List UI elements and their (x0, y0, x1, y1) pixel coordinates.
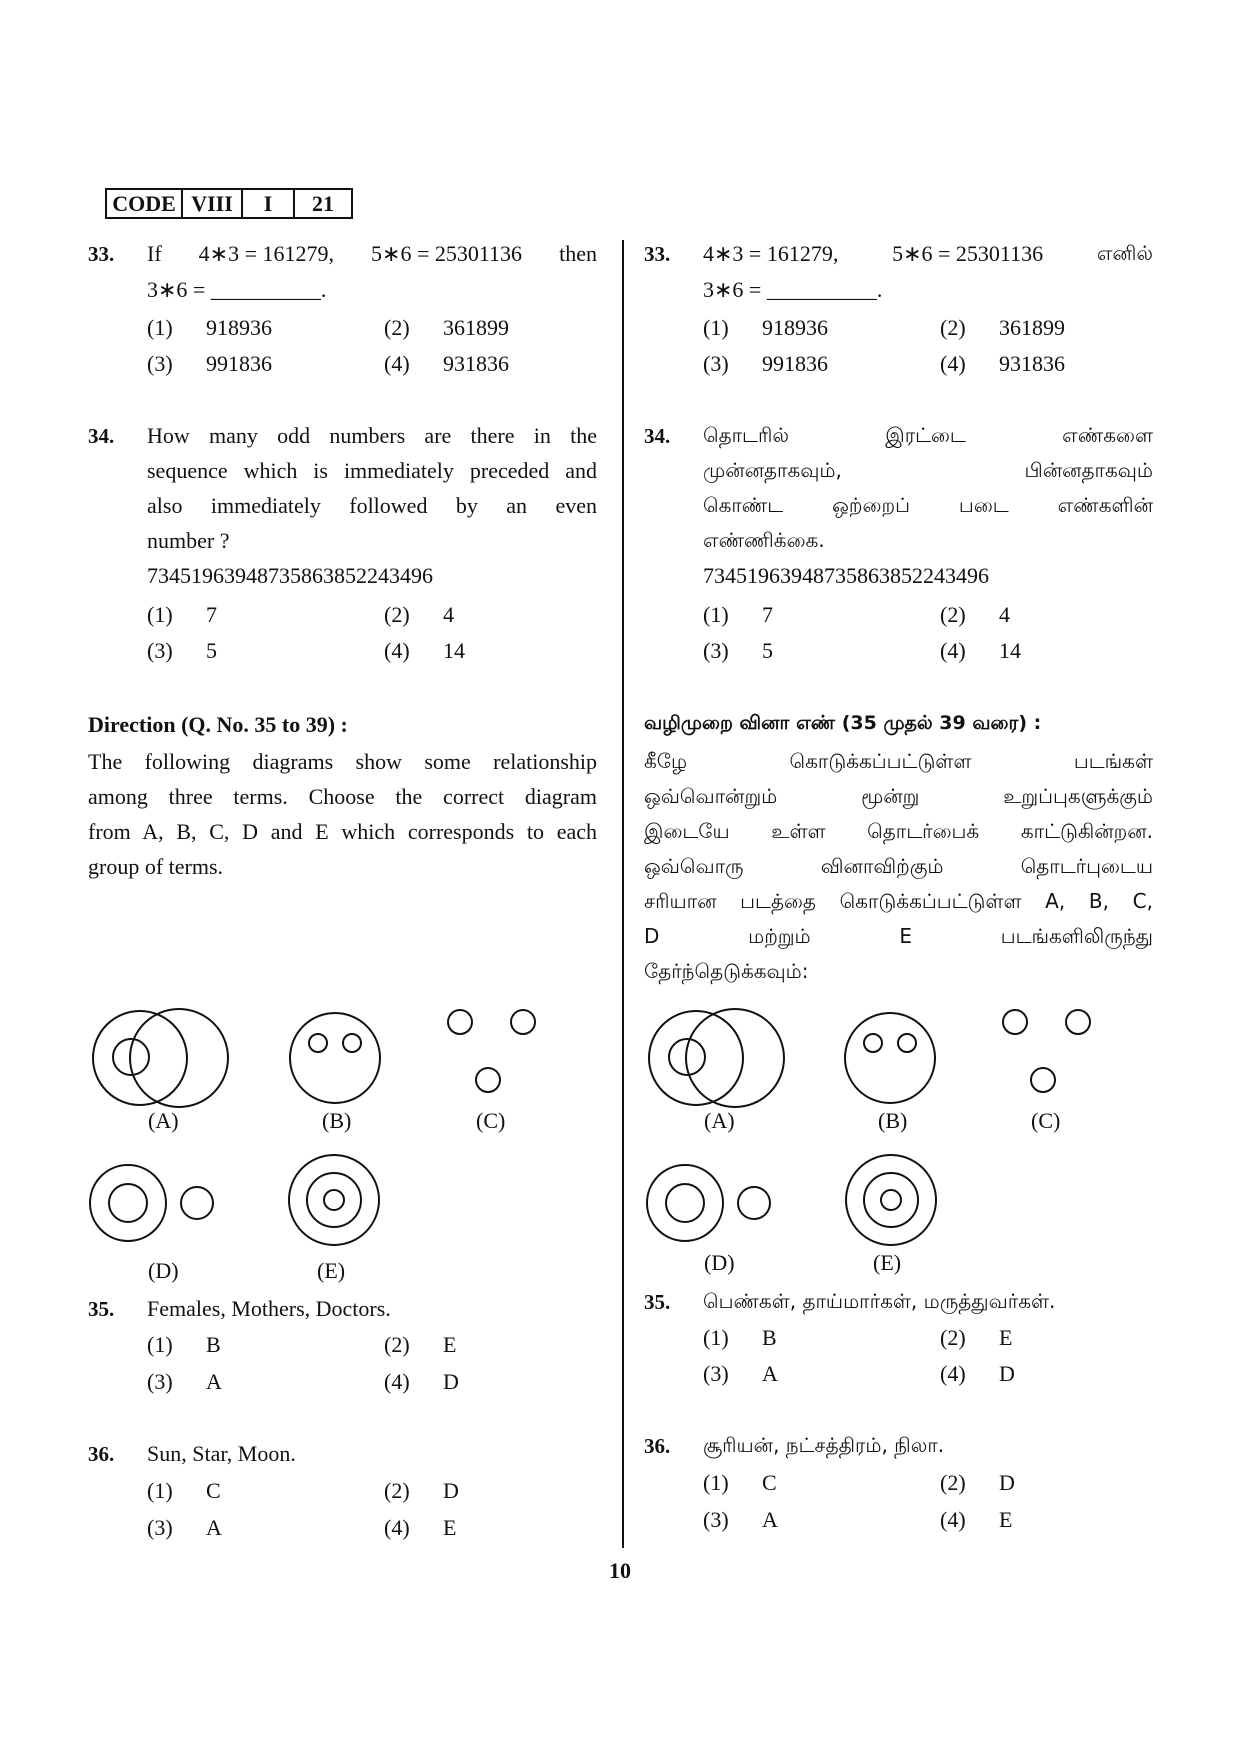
diagram-label-d: (D) (704, 1250, 735, 1275)
diagram-label-c: (C) (1031, 1108, 1061, 1133)
direction-text-line: from A, B, C, D and E which corresponds to each (88, 819, 597, 844)
direction-text-line: இடையே உள்ள தொடர்பைக் காட்டுகின்றன. (644, 819, 1153, 843)
option-label: (4) (940, 1507, 966, 1532)
question-text-line: number ? (147, 528, 230, 553)
option-label: (3) (703, 1507, 729, 1532)
question-number: 34. (644, 424, 671, 448)
option-label: (4) (384, 1515, 410, 1540)
option-value: E (443, 1332, 457, 1357)
option-label: (4) (940, 351, 966, 376)
option-value: A (206, 1515, 222, 1540)
diagram-e (846, 1155, 936, 1245)
option-value: 361899 (443, 315, 509, 340)
option-label: (1) (703, 602, 729, 627)
question-text: சூரியன், நட்சத்திரம், நிலா. (703, 1433, 945, 1457)
option-value: 5 (206, 638, 217, 663)
option-label: (2) (940, 1470, 966, 1495)
option-value: C (206, 1478, 221, 1503)
option-label: (3) (147, 638, 173, 663)
option-value: D (443, 1478, 459, 1503)
option-value: D (443, 1369, 459, 1394)
option-label: (4) (940, 638, 966, 663)
option-label: (3) (703, 1361, 729, 1386)
option-value: 931836 (999, 351, 1065, 376)
option-label: (1) (703, 315, 729, 340)
diagram-d (90, 1165, 213, 1241)
direction-heading: Direction (Q. No. 35 to 39) : (88, 712, 348, 737)
option-label: (2) (940, 1325, 966, 1350)
direction-text-line: ஒவ்வொன்றும் மூன்று உறுப்புகளுக்கும் (644, 784, 1153, 808)
code-number: 21 (312, 191, 334, 216)
option-label: (2) (384, 1332, 410, 1357)
diagram-c (1003, 1010, 1090, 1092)
number-sequence: 73451963948735863852243496 (147, 563, 433, 588)
question-text-line: 3∗6 = __________. (147, 277, 327, 302)
option-label: (2) (384, 315, 410, 340)
option-value: B (206, 1332, 221, 1357)
option-value: 991836 (762, 351, 828, 376)
diagram-c (448, 1010, 535, 1092)
code-paper: I (243, 190, 295, 217)
option-label: (1) (147, 1332, 173, 1357)
diagram-b (845, 1013, 935, 1103)
option-label: (3) (147, 1515, 173, 1540)
option-value: A (206, 1369, 222, 1394)
venn-diagrams-en (0, 0, 620, 1300)
option-value: E (443, 1515, 457, 1540)
option-value: 4 (443, 602, 454, 627)
option-value: E (999, 1325, 1013, 1350)
question-text-line: தொடரில் இரட்டை எண்களை (703, 423, 1153, 447)
direction-text-line: கீழே கொடுக்கப்பட்டுள்ள படங்கள் (644, 749, 1153, 773)
option-value: 4 (999, 602, 1010, 627)
option-value: 991836 (206, 351, 272, 376)
option-label: (2) (384, 1478, 410, 1503)
direction-text-line: சரியான படத்தை கொடுக்கப்பட்டுள்ள A, B, C, (644, 889, 1153, 913)
text-fragment: If (147, 241, 162, 266)
option-label: (4) (384, 638, 410, 663)
option-label: (3) (703, 351, 729, 376)
option-value: 361899 (999, 315, 1065, 340)
option-label: (4) (940, 1361, 966, 1386)
question-text-line: கொண்ட ஒற்றைப் படை எண்களின் (703, 493, 1153, 517)
diagram-label-a: (A) (148, 1108, 179, 1133)
text-fragment: 4∗3 = 161279, (198, 241, 335, 266)
option-value: D (999, 1361, 1015, 1386)
option-label: (4) (384, 351, 410, 376)
option-value: B (762, 1325, 777, 1350)
option-label: (3) (147, 351, 173, 376)
question-text: Females, Mothers, Doctors. (147, 1296, 391, 1321)
code-label: CODE (107, 190, 183, 217)
option-value: 918936 (762, 315, 828, 340)
diagram-label-d: (D) (148, 1258, 179, 1283)
question-text-line: எண்ணிக்கை. (703, 528, 825, 552)
diagram-label-c: (C) (476, 1108, 506, 1133)
option-value: 14 (443, 638, 465, 663)
text-fragment: then (559, 241, 597, 266)
option-label: (4) (384, 1369, 410, 1394)
option-label: (2) (940, 315, 966, 340)
question-text-line: How many odd numbers are there in the (147, 423, 597, 448)
question-text: பெண்கள், தாய்மார்கள், மருத்துவர்கள். (703, 1289, 1056, 1313)
page-number: 10 (609, 1558, 631, 1583)
text-fragment: 4∗3 = 161279, (703, 241, 839, 266)
text-fragment: எனில் (1096, 241, 1153, 265)
direction-heading: வழிமுறை வினா எண் (35 முதல் 39 வரை) : (644, 712, 1042, 734)
diagram-label-e: (E) (873, 1250, 902, 1275)
diagram-a (649, 1009, 784, 1107)
option-label: (1) (703, 1470, 729, 1495)
option-value: A (762, 1507, 778, 1532)
diagram-label-b: (B) (322, 1108, 352, 1133)
question-text-line: முன்னதாகவும், பின்னதாகவும் (703, 458, 1153, 482)
option-label: (1) (147, 315, 173, 340)
question-text-line: also immediately followed by an even (147, 493, 597, 518)
option-label: (1) (703, 1325, 729, 1350)
option-value: 14 (999, 638, 1021, 663)
option-value: C (762, 1470, 777, 1495)
question-number: 36. (88, 1442, 115, 1466)
question-number: 36. (644, 1434, 671, 1458)
direction-text-line: The following diagrams show some relationship (88, 749, 597, 774)
option-label: (2) (940, 602, 966, 627)
question-number: 35. (644, 1290, 671, 1314)
option-value: 931836 (443, 351, 509, 376)
text-fragment: 5∗6 = 25301136 (371, 241, 523, 266)
text-fragment: 5∗6 = 25301136 (892, 241, 1044, 266)
direction-text-line: among three terms. Choose the correct diagram (88, 784, 597, 809)
option-value: 918936 (206, 315, 272, 340)
direction-text-line: ஒவ்வொரு வினாவிற்கும் தொடர்புடைய (644, 854, 1153, 878)
question-number: 35. (88, 1297, 115, 1321)
option-value: D (999, 1470, 1015, 1495)
diagram-e (289, 1155, 379, 1245)
option-label: (1) (147, 602, 173, 627)
question-text: Sun, Star, Moon. (147, 1441, 296, 1466)
option-label: (3) (703, 638, 729, 663)
option-label: (2) (384, 602, 410, 627)
option-value: 7 (762, 602, 773, 627)
option-value: E (999, 1507, 1013, 1532)
diagram-d (647, 1165, 770, 1241)
question-number: 34. (88, 424, 115, 448)
question-text-line: sequence which is immediately preceded and (147, 458, 597, 483)
option-value: A (762, 1361, 778, 1386)
option-label: (1) (147, 1478, 173, 1503)
number-sequence: 73451963948735863852243496 (703, 563, 989, 588)
diagram-label-e: (E) (317, 1258, 346, 1283)
direction-text-line: D மற்றும் E படங்களிலிருந்து (644, 924, 1153, 948)
option-value: 5 (762, 638, 773, 663)
direction-text-line: group of terms. (88, 854, 224, 879)
option-label: (3) (147, 1369, 173, 1394)
diagram-a (93, 1009, 228, 1107)
question-number: 33. (88, 242, 115, 266)
diagram-b (290, 1013, 380, 1103)
diagram-label-a: (A) (704, 1108, 735, 1133)
code-class: VIII (183, 190, 243, 217)
venn-diagrams-ta (624, 0, 1240, 1300)
option-value: 7 (206, 602, 217, 627)
direction-text-line: தேர்ந்தெடுக்கவும்: (644, 959, 809, 983)
question-text-line: 3∗6 = __________. (703, 277, 883, 302)
diagram-label-b: (B) (878, 1108, 908, 1133)
question-number: 33. (644, 242, 671, 266)
